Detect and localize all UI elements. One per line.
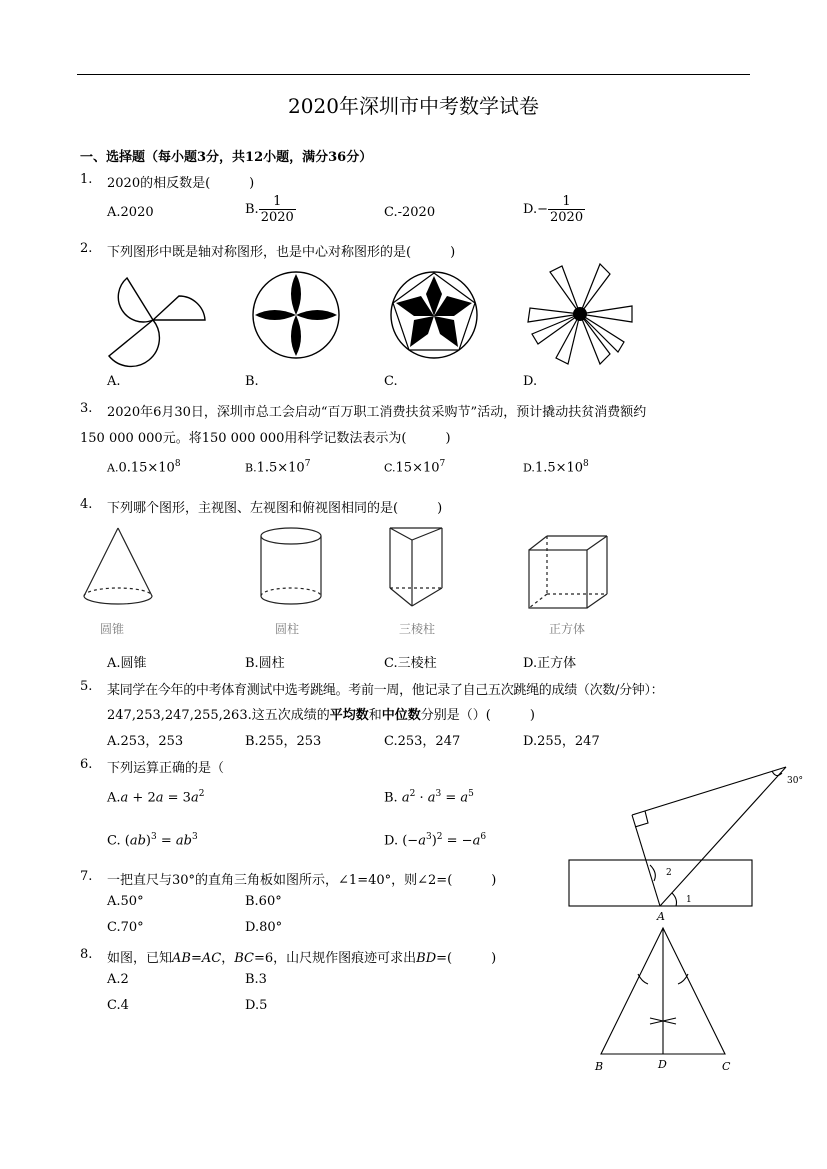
q1-option-a: A.2020 <box>107 205 154 220</box>
q2-figure-c <box>388 270 480 360</box>
q7-number: 7. <box>80 869 93 884</box>
q7-option-a: A.50° <box>107 894 144 909</box>
page-title: 2020年深圳市中考数学试卷 <box>288 94 539 118</box>
q1-number: 1. <box>80 172 93 187</box>
q5-stem-line1: 某同学在今年的中考体育测试中选考跳绳。考前一周，他记录了自己五次跳绳的成绩（次数/分钟）： <box>107 683 664 698</box>
q2-option-c: C. <box>384 374 398 389</box>
q3-option-b: $B.1.5\times 10^7$ <box>245 459 311 476</box>
q4-caption-cube: 正方体 <box>549 622 586 636</box>
q7-option-c: C.70° <box>107 920 144 935</box>
q5-number: 5. <box>80 679 93 694</box>
q7-label-30: 30° <box>787 776 803 786</box>
q8-isosceles-triangle-figure <box>596 926 732 1056</box>
q6-number: 6. <box>80 757 93 772</box>
q4-prism-figure <box>386 526 448 610</box>
q6-option-b: B. $a^2 \cdot a^3 = a^5$ <box>384 789 474 806</box>
q5-option-a: A.253，253 <box>107 734 184 749</box>
q5-option-b: B.255，253 <box>245 734 322 749</box>
q7-option-b: B.60° <box>245 894 282 909</box>
q7-ruler-triangle-figure <box>566 765 790 910</box>
q4-stem: 下列哪个图形，主视图、左视图和俯视图相同的是( ) <box>107 501 443 516</box>
q6-option-c: C. $(ab)^3 = ab^3$ <box>107 832 198 849</box>
q5-stem-line2: 247,253,247,255,263.这五次成绩的平均数和中位数分别是（）( ) <box>107 708 535 723</box>
q3-stem-line1: 2020年6月30日，深圳市总工会启动“百万职工消费扶贫采购节”活动，预计撬动扶贫消费额约 <box>107 405 647 420</box>
q8-point-a: A <box>657 910 665 923</box>
q4-option-a: A.圆锥 <box>107 656 147 671</box>
q3-option-d: $D.1.5\times 10^8$ <box>523 459 589 476</box>
q8-option-d: D.5 <box>245 998 268 1013</box>
q3-number: 3. <box>80 401 93 416</box>
q7-label-angle2: 2 <box>666 868 672 878</box>
q2-stem: 下列图形中既是轴对称图形，也是中心对称图形的是( ) <box>107 245 456 260</box>
q4-option-c: C.三棱柱 <box>384 656 437 671</box>
q8-option-c: C.4 <box>107 998 129 1013</box>
q7-label-angle1: 1 <box>686 895 692 905</box>
section-heading: 一、选择题（每小题3分，共12小题，满分36分） <box>80 150 373 165</box>
q6-option-d: D. $(-a^3)^2 = -a^6$ <box>384 832 487 849</box>
q8-option-b: B.3 <box>245 972 267 987</box>
q8-stem: 如图，已知AB=AC，BC=6，山尺规作图痕迹可求出BD=( ) <box>107 951 497 966</box>
q1-option-c: C.-2020 <box>384 205 436 220</box>
top-rule <box>77 74 750 75</box>
q1-option-b: B. $\frac{1}{2020}$ <box>245 194 294 225</box>
q4-number: 4. <box>80 497 93 512</box>
q1-stem: 2020的相反数是( ) <box>107 176 255 191</box>
q2-option-d: D. <box>523 374 538 389</box>
q4-option-d: D.正方体 <box>523 656 577 671</box>
q3-option-a: $A.0.15\times 10^8$ <box>107 459 181 476</box>
q3-stem-line2: 150 000 000元。将150 000 000用科学记数法表示为( ) <box>80 431 451 446</box>
q4-cylinder-figure <box>258 526 324 610</box>
q8-point-c: C <box>722 1060 731 1073</box>
q4-option-b: B.圆柱 <box>245 656 285 671</box>
q4-cube-figure <box>527 534 609 610</box>
q2-figure-a <box>105 270 205 360</box>
q6-option-a: $A.a + 2a = 3a^2$ <box>107 789 205 806</box>
q4-caption-cone: 圆锥 <box>100 622 125 636</box>
q8-number: 8. <box>80 947 93 962</box>
q7-stem: 一把直尺与30°的直角三角板如图所示，∠1=40°，则∠2=( ) <box>107 873 497 888</box>
q8-option-a: A.2 <box>107 972 129 987</box>
q2-option-b: B. <box>245 374 259 389</box>
q2-number: 2. <box>80 241 93 256</box>
q2-option-a: A. <box>107 374 121 389</box>
q3-option-c: $C.15\times 10^7$ <box>384 459 446 476</box>
q8-point-d: D <box>658 1058 667 1071</box>
q4-caption-cylinder: 圆柱 <box>275 622 300 636</box>
q2-figure-b <box>250 270 342 360</box>
q6-stem: 下列运算正确的是（ <box>107 761 225 776</box>
q4-caption-prism: 三棱柱 <box>399 622 436 636</box>
q1-option-d: D.− $\frac{1}{2020}$ <box>523 194 584 225</box>
q5-option-d: D.255，247 <box>523 734 600 749</box>
q7-option-d: D.80° <box>245 920 283 935</box>
q4-cone-figure <box>82 526 154 610</box>
q8-point-b: B <box>595 1060 604 1073</box>
q5-option-c: C.253，247 <box>384 734 461 749</box>
q2-figure-d <box>528 264 634 364</box>
